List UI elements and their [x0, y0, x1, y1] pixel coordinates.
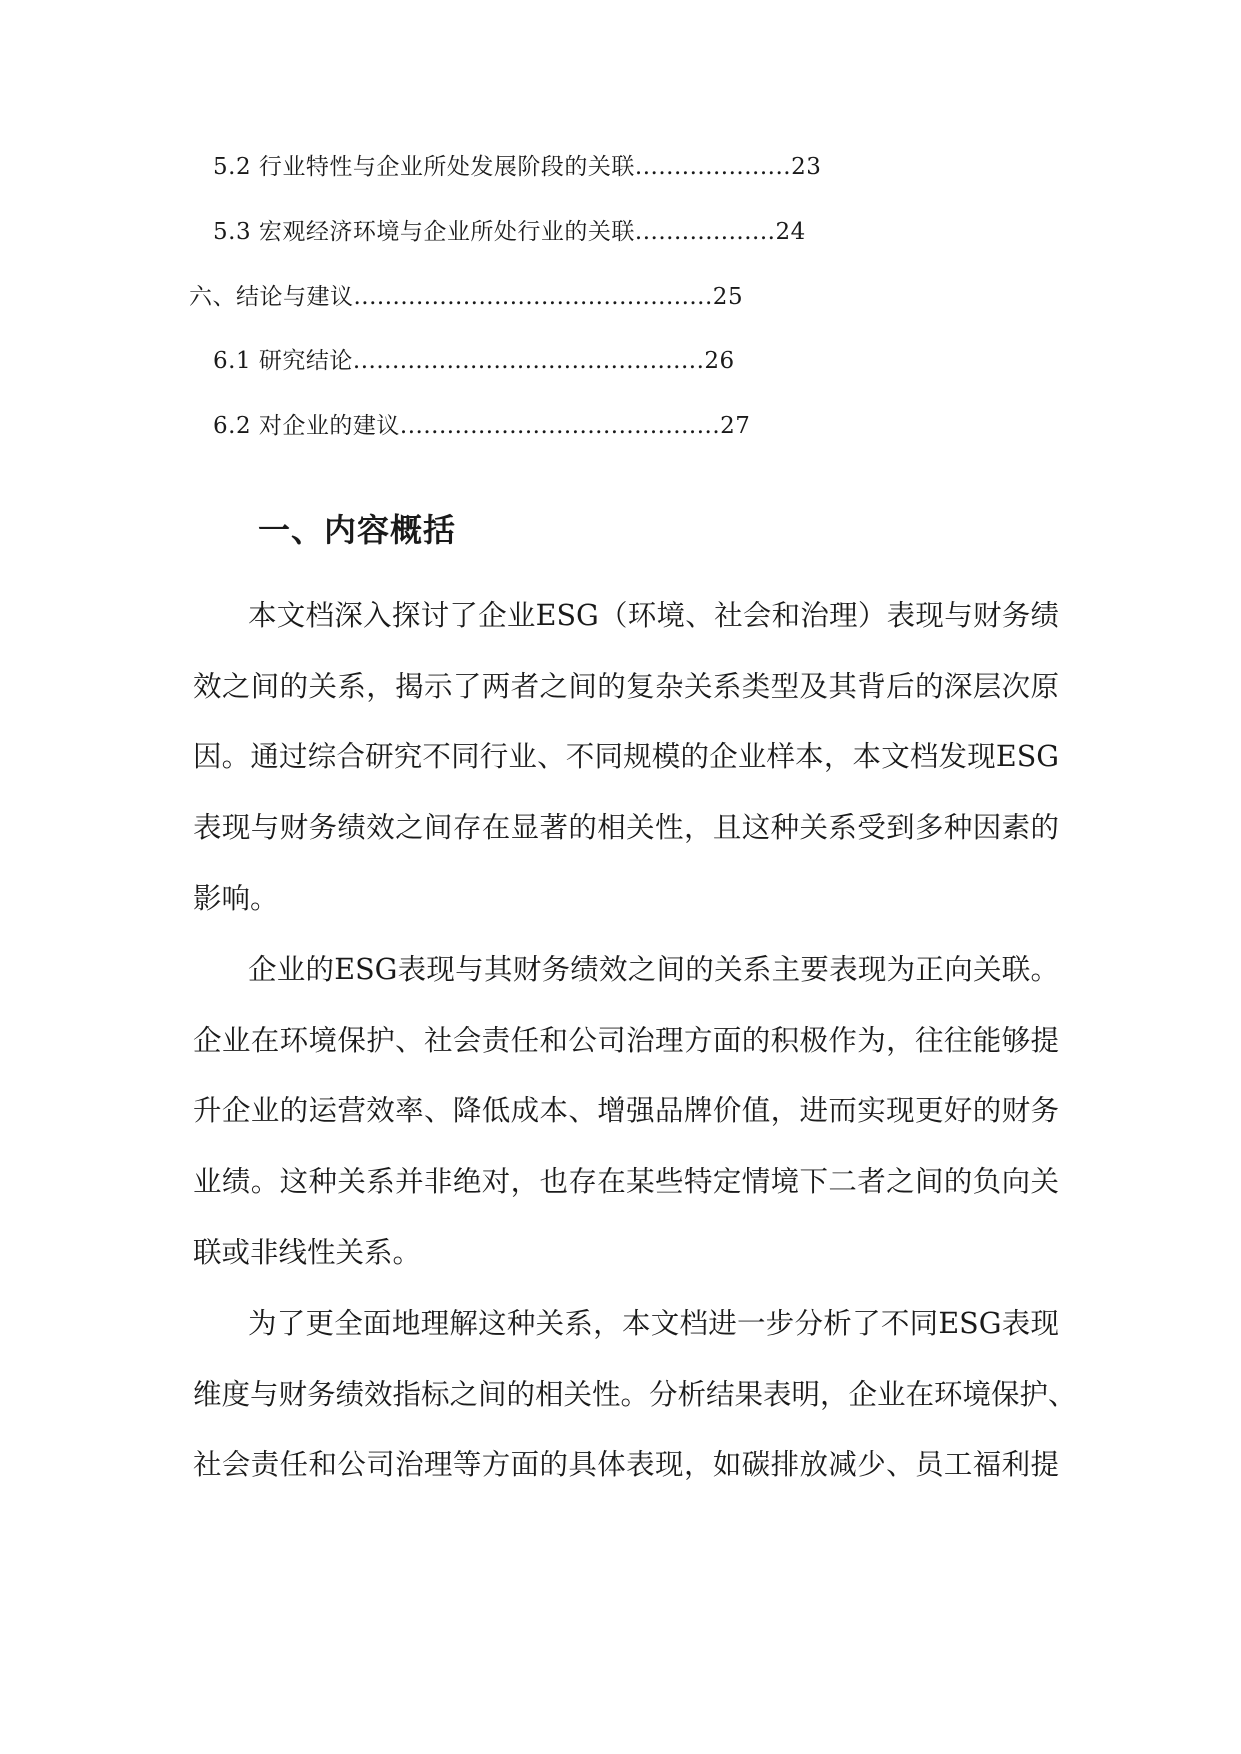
paragraph-2-line-4: 业绩。这种关系并非绝对，也存在某些特定情境下二者之间的负向关 [193, 1165, 1059, 1198]
toc-entry-6-2[interactable]: 6.2 对企业的建议.........................................27 [213, 413, 751, 439]
paragraph-1-line-4: 表现与财务绩效之间存在显著的相关性，且这种关系受到多种因素的 [193, 811, 1059, 844]
paragraph-1-line-2: 效之间的关系，揭示了两者之间的复杂关系类型及其背后的深层次原 [193, 670, 1059, 703]
paragraph-2-line-5: 联或非线性关系。 [193, 1236, 422, 1269]
paragraph-3-line-1: 为了更全面地理解这种关系，本文档进一步分析了不同ESG表现 [248, 1307, 1059, 1340]
section-heading: 一、内容概括 [258, 511, 457, 549]
paragraph-3-line-2: 维度与财务绩效指标之间的相关性。分析结果表明，企业在环境保护、 [193, 1378, 1077, 1411]
paragraph-3-line-3: 社会责任和公司治理等方面的具体表现，如碳排放减少、员工福利提 [193, 1448, 1059, 1481]
paragraph-1-line-1: 本文档深入探讨了企业ESG（环境、社会和治理）表现与财务绩 [248, 599, 1059, 632]
paragraph-2-line-1: 企业的ESG表现与其财务绩效之间的关系主要表现为正向关联。 [248, 953, 1059, 986]
paragraph-2-line-3: 升企业的运营效率、降低成本、增强品牌价值，进而实现更好的财务 [193, 1094, 1059, 1127]
paragraph-1-line-5: 影响。 [193, 882, 279, 915]
toc-entry-5-2[interactable]: 5.2 行业特性与企业所处发展阶段的关联....................23 [213, 154, 822, 180]
paragraph-1-line-3: 因。通过综合研究不同行业、不同规模的企业样本，本文档发现ESG [193, 740, 1059, 773]
toc-entry-6-1[interactable]: 6.1 研究结论.............................................26 [213, 348, 735, 374]
toc-entry-chapter-6[interactable]: 六、结论与建议..............................................25 [189, 284, 744, 310]
toc-entry-5-3[interactable]: 5.3 宏观经济环境与企业所处行业的关联..................24 [213, 219, 806, 245]
paragraph-2-line-2: 企业在环境保护、社会责任和公司治理方面的积极作为，往往能够提 [193, 1024, 1059, 1057]
